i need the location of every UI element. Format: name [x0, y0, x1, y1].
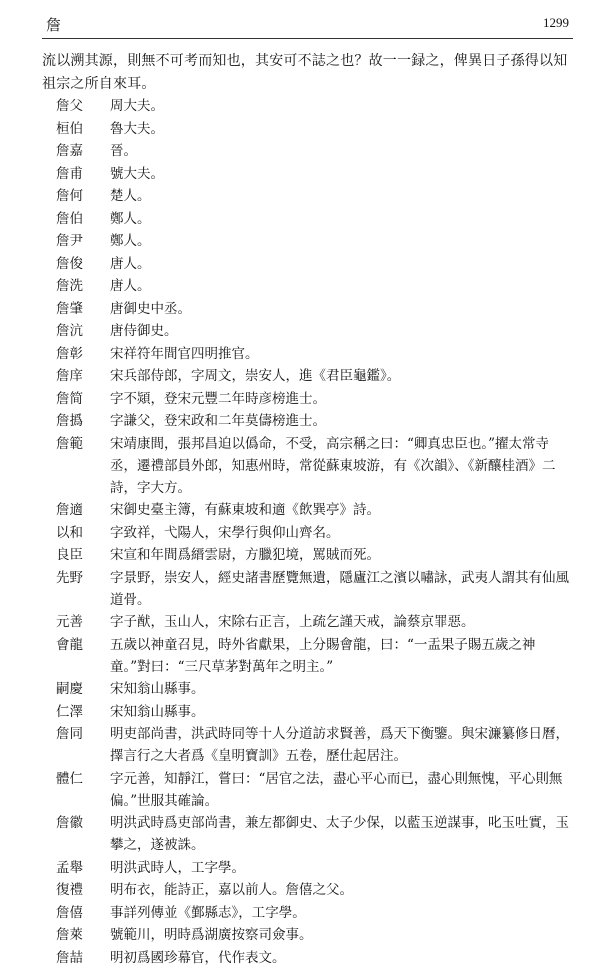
entry-row [42, 253, 573, 275]
entry-row [42, 812, 573, 856]
entry-name: 詹甫 [56, 165, 83, 182]
entry-text: 晉。 [110, 143, 137, 159]
entry-row [42, 275, 573, 297]
entry-text: 楚人。 [110, 188, 151, 204]
entry-row [42, 230, 573, 252]
entry-text: 宋兵部侍郎，字周文，崇安人，進《君臣龜鑑》。 [110, 368, 401, 384]
entry-text: 明洪武時人，工字學。 [110, 859, 245, 876]
entry-name: 詹徽 [56, 815, 83, 831]
entry-row [42, 320, 573, 342]
entry-name: 詹彰 [56, 345, 83, 362]
entry-name: 先野 [56, 569, 83, 586]
entry-name: 詹沆 [56, 323, 83, 339]
entry-row [42, 118, 573, 140]
entry-text: 號大夫。 [110, 165, 164, 182]
entry-name: 詹尹 [56, 233, 83, 249]
entry-row [42, 410, 573, 432]
entry-name: 詹喆 [56, 949, 83, 966]
entry-name: 詹同 [56, 726, 83, 742]
entry-list [42, 95, 573, 969]
entry-row [42, 947, 573, 969]
entry-text: 字致祥，弋陽人，宋學行與仰山齊名。 [110, 524, 340, 541]
entry-text: 宋御史臺主簿，有蘇東坡和適《飲巽亭》詩。 [110, 502, 380, 518]
entry-name: 詹嘉 [56, 143, 83, 159]
entry-row [42, 768, 573, 812]
entry-name: 詹俊 [56, 255, 83, 272]
entry-text: 明初爲國珍幕官，代作表文。 [110, 949, 286, 966]
entry-text: 唐御史中丞。 [110, 300, 191, 317]
entry-name: 元善 [56, 614, 83, 630]
entry-name: 體仁 [56, 770, 83, 787]
entry-text: 字不熲，登宋元豐二年時彦榜進士。 [110, 390, 326, 407]
entry-name: 詹撝 [56, 413, 83, 429]
entry-text: 號範川，明時爲湖廣按察司僉事。 [110, 927, 313, 943]
entry-name: 桓伯 [56, 120, 83, 137]
entry-row [42, 208, 573, 230]
entry-row [42, 140, 573, 162]
entry-row [42, 678, 573, 700]
entry-row [42, 388, 573, 410]
entry-text: 宋知翁山縣事。 [110, 681, 205, 697]
entry-name: 仁澤 [56, 703, 83, 720]
entry-name: 詹父 [56, 98, 83, 114]
entry-name: 詹简 [56, 390, 83, 407]
entry-text: 鄭人。 [110, 233, 151, 249]
entry-row [42, 163, 573, 185]
entry-row [42, 544, 573, 566]
entry-row [42, 433, 573, 499]
entry-name: 詹伯 [56, 210, 83, 227]
entry-text: 事詳列傳並《鄞縣志》，工字學。 [110, 904, 306, 921]
entry-text: 字景野，崇安人，經史諸書歷覽無遺，隱廬江之濱以嘯詠，武夷人謂其有仙風道骨。 [110, 569, 569, 608]
entry-name: 會龍 [56, 636, 83, 653]
entry-text: 宋知翁山縣事。 [110, 703, 205, 720]
entry-text: 宋祥符年間官四明推官。 [110, 345, 259, 362]
entry-text: 明布衣，能詩正，嘉以前人。詹僖之父。 [110, 882, 353, 898]
entry-text: 唐人。 [110, 278, 151, 294]
entry-row [42, 924, 573, 946]
entry-text: 宋靖康間，張邦昌迫以僞命，不受，高宗稱之曰：“卿真忠臣也。”擢太常寺丞，遷禮部員外郎，知惠州時，常從蘇東坡游，有《次韻》、《新釀桂酒》二詩，字大方。 [110, 435, 556, 496]
entry-row [42, 298, 573, 320]
entry-text: 明洪武時爲吏部尚書，兼左都御史、太子少保，以藍玉逆謀事，叱玉吐實，玉攀之，遂被誅。 [110, 815, 569, 853]
running-title: 詹 [46, 16, 62, 34]
header-rule [42, 38, 573, 39]
entry-text: 魯大夫。 [110, 120, 164, 137]
entry-text: 周大夫。 [110, 98, 164, 114]
entry-row [42, 185, 573, 207]
entry-text: 字元善，知靜江，嘗曰：“居官之法，盡心平心而已，盡心則無愧，平心則無偏。”世服其確論。 [110, 770, 563, 809]
entry-name: 詹洗 [56, 278, 83, 294]
entry-text: 唐人。 [110, 255, 151, 272]
entry-name: 詹萊 [56, 927, 83, 943]
entry-name: 詹範 [56, 435, 83, 452]
entry-text: 唐侍御史。 [110, 323, 178, 339]
entry-text: 明吏部尚書，洪武時同等十人分道訪求賢善，爲天下衡鑒。與宋濂纂修日曆，擇言行之大者爲《皇明寶訓》五卷，歷仕起居注。 [110, 726, 569, 764]
entry-row [42, 879, 573, 901]
entry-name: 以和 [56, 524, 83, 541]
entry-row [42, 634, 573, 678]
entry-text: 字子猷，玉山人，宋除右正言，上疏乞謹天戒，論蔡京罪惡。 [110, 614, 475, 630]
entry-name: 嗣慶 [56, 681, 83, 697]
entry-name: 良臣 [56, 547, 83, 563]
intro-paragraph: 流以溯其源，則無不可考而知也，其安可不誌之也？故一一録之，俾異日子孫得以知祖宗之所自來耳。 [42, 53, 568, 92]
entry-row [42, 499, 573, 521]
entry-name: 詹適 [56, 502, 83, 518]
entry-row [42, 365, 573, 387]
entry-name: 復禮 [56, 882, 83, 898]
entry-row [42, 522, 573, 544]
entry-name: 詹庠 [56, 368, 83, 384]
entry-name: 詹僖 [56, 904, 83, 921]
entry-row [42, 567, 573, 611]
entry-text: 鄭人。 [110, 210, 151, 227]
entry-name: 詹何 [56, 188, 83, 204]
entry-name: 孟舉 [56, 859, 83, 876]
entry-row [42, 343, 573, 365]
entry-row [42, 701, 573, 723]
entry-row [42, 95, 573, 117]
entry-name: 詹肇 [56, 300, 83, 317]
entry-row [42, 723, 573, 767]
entry-row [42, 611, 573, 633]
entry-text: 字謙父，登宋政和二年莫儔榜進士。 [110, 413, 326, 429]
entry-row [42, 857, 573, 879]
entry-text: 宋宣和年間爲縉雲尉，方臘犯境，罵賊而死。 [110, 547, 380, 563]
entry-row [42, 902, 573, 924]
entry-text: 五歲以神童召見，時外省獻果，上分賜會龍，曰：“一盂果子賜五歲之神童。”對曰：“三尺草茅對萬年之明主。” [110, 636, 536, 675]
page-header [42, 10, 573, 36]
page-number: 1299 [543, 15, 569, 30]
